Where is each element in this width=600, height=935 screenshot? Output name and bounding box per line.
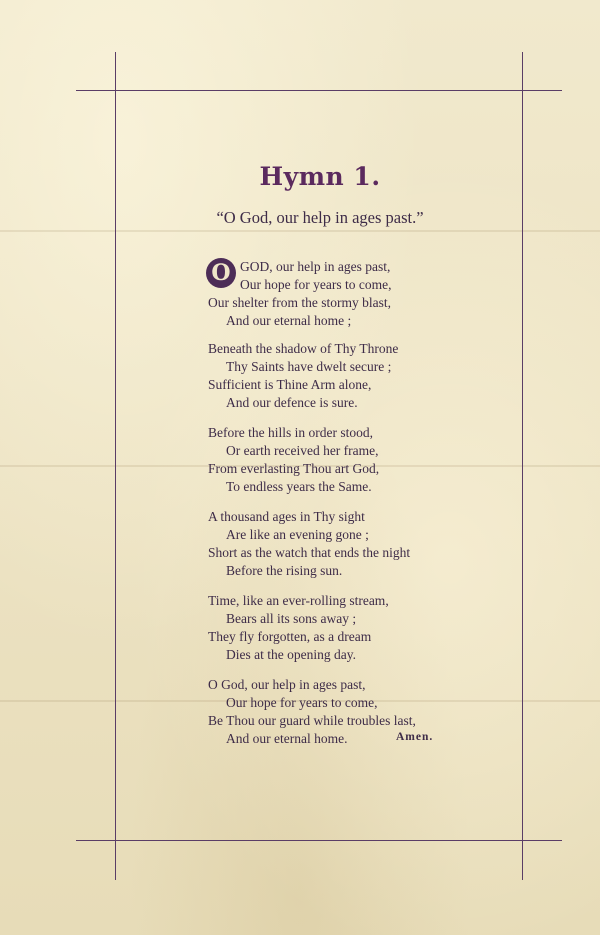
frame-top-line (76, 90, 562, 91)
amen-label: Amen. (396, 731, 434, 743)
verse-line: Before the hills in order stood, (208, 425, 373, 440)
verse-line: Dies at the opening day. (226, 647, 356, 662)
verse-line: Our hope for years to come, (240, 277, 392, 292)
verse-line: To endless years the Same. (226, 479, 372, 494)
verse-line: Time, like an ever-rolling stream, (208, 593, 389, 608)
verse-line: A thousand ages in Thy sight (208, 509, 365, 524)
verse-line: Sufficient is Thine Arm alone, (208, 377, 372, 392)
hymn-title: Hymn 1. (259, 162, 381, 191)
verse-line: Our hope for years to come, (226, 695, 378, 710)
verse-line: And our eternal home ; (226, 313, 352, 328)
verse-line: From everlasting Thou art God, (208, 461, 380, 476)
verse-line: Or earth received her frame, (226, 443, 379, 458)
verse-line: O God, our help in ages past, (208, 677, 366, 692)
verse-line: Bears all its sons away ; (226, 611, 357, 626)
frame-right-line (522, 52, 523, 880)
verse-line: And our defence is sure. (226, 395, 358, 410)
verse-line: Beneath the shadow of Thy Throne (208, 341, 399, 356)
verse-line: They fly forgotten, as a dream (208, 629, 372, 644)
verse-line: Our shelter from the stormy blast, (208, 295, 391, 310)
hymn-subtitle: “O God, our help in ages past.” (216, 208, 424, 227)
frame-bottom-line (76, 840, 562, 841)
verse-line: Be Thou our guard while troubles last, (208, 713, 416, 728)
verse-line: Short as the watch that ends the night (208, 545, 411, 560)
drop-cap-initial: O (206, 258, 236, 288)
verse-line: Are like an evening gone ; (226, 527, 369, 542)
verse-line: Before the rising sun. (226, 563, 343, 578)
frame-left-line (115, 52, 116, 880)
verse-line: And our eternal home. (226, 731, 348, 746)
verse-line: GOD, our help in ages past, (240, 259, 391, 274)
verse-line: Thy Saints have dwelt secure ; (226, 359, 392, 374)
paper-crease (0, 230, 600, 232)
